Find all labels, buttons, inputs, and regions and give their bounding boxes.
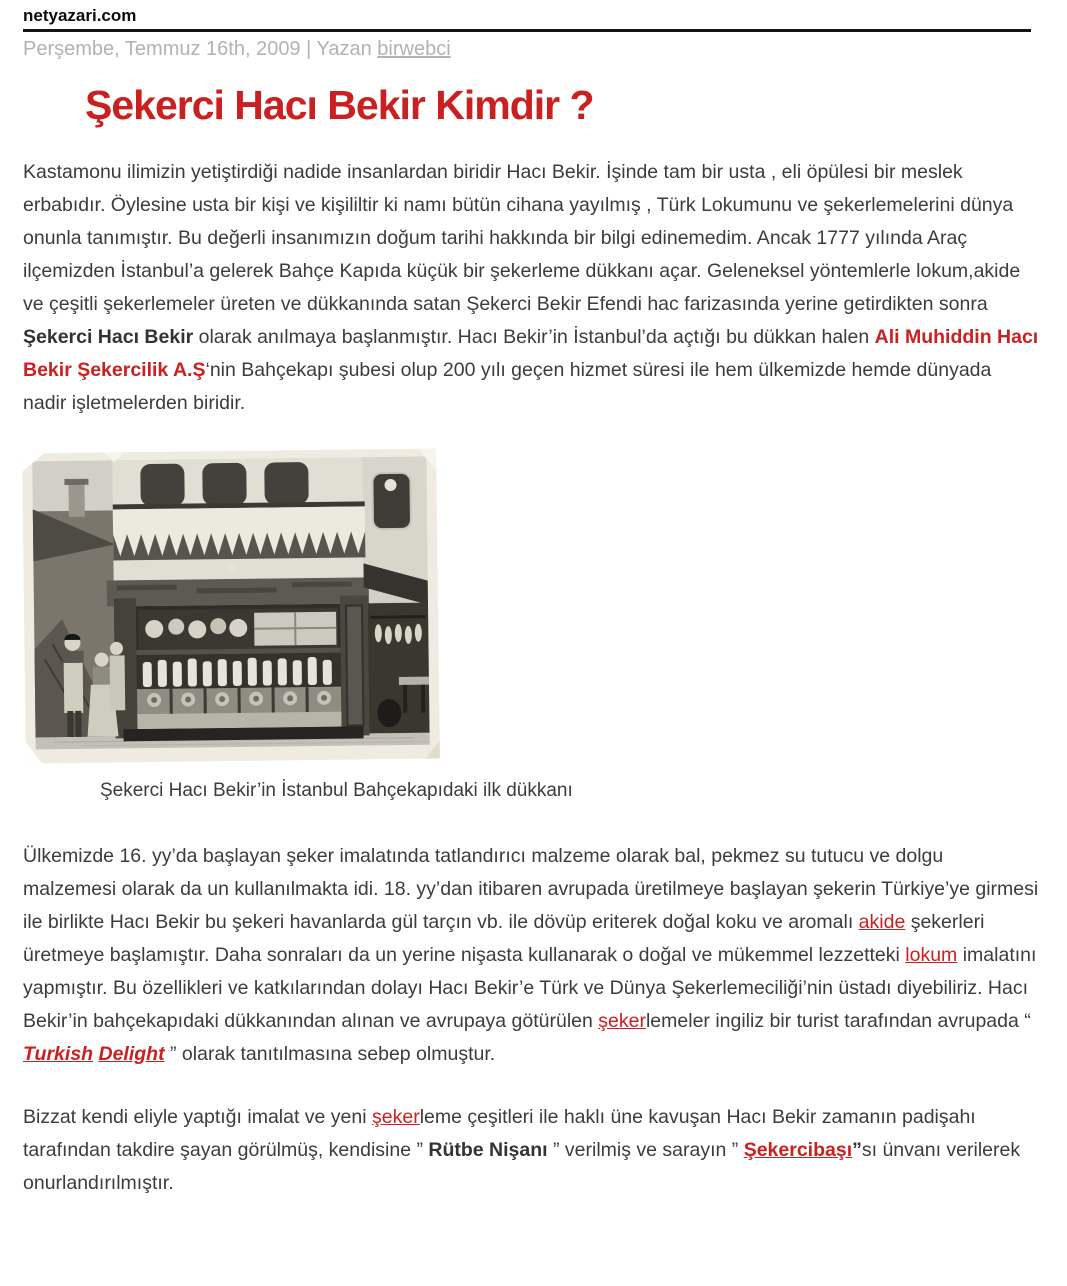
text-segment: sı ünvanı verilerek onurlandırılmıştır. (23, 1139, 1020, 1194)
text-segment: imalatını yapmıştır. Bu özellikleri ve katkılarından dolayı Hacı Bekir’e Türk ve Dünya Şekerlemeciliği’nin üstadı diyebiliriz. Hacı Bekir’in bahçekapıdaki dükkanından alınan ve avrupaya götürülen (23, 944, 1036, 1032)
text-segment: ” olarak tanıtılmasına sebep olmuştur. (165, 1043, 496, 1065)
text-segment: ‘nin Bahçekapı şubesi olup 200 yılı geçen hizmet süresi ile hem ülkemizde hemde dünyada nadir işletmelerden biridir. (23, 359, 991, 414)
post-date: Perşembe, Temmuz 16th, 2009 | Yazan (23, 38, 377, 60)
text-segment: Ülkemizde 16. yy’da başlayan şeker imalatında tatlandırıcı malzeme olarak bal, pekmez su tutucu ve dolgu malzemesi olarak da un kullanılmakta idi. 18. yy’dan itibaren avrupada üretilmeye başlayan şekerin Türkiye’ye girmesi ile birlikte Hacı Bekir bu şekeri havanlarda gül tarçın vb. ile dövüp eriterek doğal koku ve aromalı (23, 845, 1038, 933)
text-segment: lemeler ingiliz bir turist tarafından avrupada “ (646, 1010, 1031, 1032)
text-segment: Kastamonu ilimizin yetiştirdiği nadide insanlardan biridir Hacı Bekir. İşinde tam bir usta , eli öpülesi bir meslek erbabıdır. Öylesine usta bir kişi ve kişililtir ki namı bütün cihana yayılmış , Türk Lokumunu ve şekerlemelerini dünya onunla tanımıştır. Bu değerli insanımızın doğum tarihi hakkında bir bilgi edinemedim. Ancak 1777 yılında Araç ilçemizden İstanbul’a gelerek Bahçe Kapıda küçük bir şekerleme dükkanı açar. Geleneksel yöntemlerle lokum,akide ve çeşitli şekerlemeler üreten ve dükkanında satan Şekerci Bekir Efendi hac farizasında yerine getirdikten sonra (23, 161, 1020, 315)
seker-link-1[interactable]: şeker (598, 1010, 646, 1032)
paragraph-intro (23, 156, 1040, 420)
sekercibasi-link[interactable]: Şekercibaşı (744, 1139, 852, 1161)
text-segment: ” verilmiş ve sarayın ” (548, 1139, 744, 1161)
text-segment: ” (852, 1139, 862, 1161)
post-meta (23, 38, 1031, 61)
text-segment: şekerleri üretmeye başlamıştır. Daha sonraları da un yerine nişasta kullanarak o doğal ve mükemmel lezzetteki (23, 911, 984, 966)
akide-link[interactable]: akide (859, 911, 906, 933)
author-link[interactable]: birwebci (377, 38, 450, 60)
article-title: Şekerci Hacı Bekir Kimdir ? (85, 83, 1067, 128)
article-photo (22, 447, 443, 765)
site-title: netyazari.com (23, 6, 136, 25)
turkish-link[interactable]: Turkish (23, 1043, 93, 1065)
paragraph-honors (23, 1101, 1040, 1200)
photo-caption: Şekerci Hacı Bekir’in İstanbul Bahçekapıdaki ilk dükkanı (100, 780, 1067, 802)
text-segment: Rütbe Nişanı (428, 1139, 547, 1161)
site-header (23, 6, 1031, 32)
text-segment: Ali Muhiddin Hacı Bekir Şekercilik A.Ş (23, 326, 1038, 381)
lokum-link[interactable]: lokum (905, 944, 957, 966)
text-segment: leme çeşitleri ile haklı üne kavuşan Hacı Bekir zamanın padişahı tarafından takdire şayan görülmüş, kendisine ” (23, 1106, 976, 1161)
text-segment: Bizzat kendi eliyle yaptığı imalat ve yeni (23, 1106, 372, 1128)
seker-link-2[interactable]: şeker (372, 1106, 420, 1128)
delight-link[interactable]: Delight (99, 1043, 165, 1065)
text-segment: Şekerci Hacı Bekir (23, 326, 193, 348)
text-segment: olarak anılmaya başlanmıştır. Hacı Bekir’in İstanbul’da açtığı bu dükkan halen (193, 326, 874, 348)
paragraph-history (23, 840, 1040, 1071)
historic-shop-photo (22, 447, 443, 765)
